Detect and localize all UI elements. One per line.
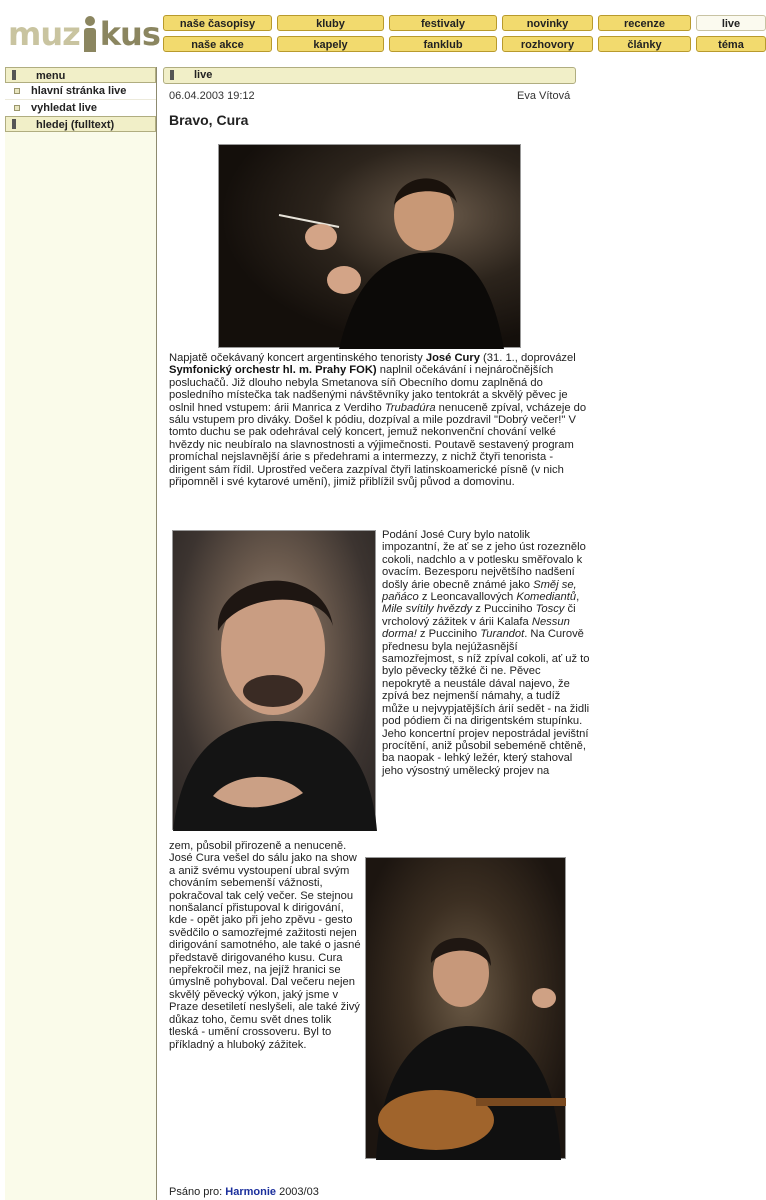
text-italic: Trubadúra <box>384 401 436 414</box>
site-logo[interactable] <box>8 14 160 54</box>
article-author: Eva Vítová <box>517 90 571 102</box>
section-label: live <box>194 69 213 81</box>
photo-singer-illustration <box>173 531 377 831</box>
photo-conductor <box>218 144 521 348</box>
nav-kapely[interactable]: kapely <box>277 36 384 52</box>
nav-kluby[interactable]: kluby <box>277 15 384 31</box>
bullet-icon <box>14 105 20 111</box>
text-italic: Turandot <box>480 628 525 641</box>
text-bold: Symfonický orchestr hl. m. Prahy FOK) <box>169 364 377 377</box>
menu-item-label: hlavní stránka live <box>31 85 127 97</box>
text: . Na Curově přednesu byla nejúžasnější samozřejmost, s níž zpíval cokoli, ať už to bylo pěvecky těžké či ne. Pěvec nepokrytě a neustále dával najevo, že zpívá bez nejmenší námahy, a tudíž může u nejvypjatějších árií sedět - na židli pod pódiem či na dirigentském stupínku. Jeho koncertní projev nepostrádal jevištní procítění, aniž působil sebeméně chtěně, ba naopak - lehký ležér, který stahoval jeho výsostný umělecký projev na <box>382 628 590 777</box>
logo-text-right: kus <box>99 15 160 53</box>
nav-nase-akce[interactable]: naše akce <box>163 36 272 52</box>
nav-tema[interactable]: téma <box>696 36 766 52</box>
bullet-icon <box>14 88 20 94</box>
logo-figure-icon <box>81 16 99 52</box>
menu-header-label: menu <box>36 70 66 82</box>
menu-item-hlavni-stranka-live[interactable] <box>5 83 156 99</box>
text-italic: Směj se, paňáco <box>382 578 577 604</box>
nav-live[interactable]: live <box>696 15 766 31</box>
text-italic: Komediantů <box>516 591 577 604</box>
menu-header <box>5 67 156 83</box>
photo-conductor-illustration <box>219 145 522 349</box>
source-link-harmonie[interactable]: Harmonie <box>225 1186 277 1198</box>
text-italic: Nessun dorma! <box>382 615 570 641</box>
nav-fanklub[interactable]: fanklub <box>389 36 497 52</box>
section-header <box>163 67 576 84</box>
nav-recenze[interactable]: recenze <box>598 15 691 31</box>
text-bold: José Cury <box>425 352 480 364</box>
nav-festivaly[interactable]: festivaly <box>389 15 497 31</box>
article-date: 06.04.2003 19:12 <box>169 90 255 102</box>
nav-novinky[interactable]: novinky <box>502 15 593 31</box>
text: z Pucciniho <box>416 628 481 641</box>
menu-item-label: vyhledat live <box>31 102 98 114</box>
logo-text-left: muz <box>8 15 80 53</box>
article-title: Bravo, Cura <box>169 112 249 128</box>
header-marker-icon <box>12 119 16 129</box>
text-italic: Mile svítily hvězdy <box>382 603 473 616</box>
article-source <box>169 1186 319 1198</box>
source-prefix: Psáno pro: <box>169 1186 226 1198</box>
photo-guitarist <box>365 857 566 1159</box>
nav-rozhovory[interactable]: rozhovory <box>502 36 593 52</box>
photo-singer-portrait <box>172 530 376 830</box>
text: , <box>576 591 580 604</box>
header-marker-icon <box>12 70 16 80</box>
search-header-label: hledej (fulltext) <box>36 119 115 131</box>
text: nenuceně zpíval, vcházeje do sálu vstupem pro diváky. Došel k pódiu, dozpíval a mile pozdravil "Dobrý večer!" V tomto duchu se pak odehrával celý koncert, jemuž nekonvenční chování velké hvězdy nic neubíralo na slavnostnosti a výjimečnosti. Poutavě sestavený program promíchal nejslavnější árie s předehrami a intermezzy, z nichž čtyři tenorista - dirigent sám řídil. Uprostřed večera zazpíval čtyři latinskoamerické písně (v nich připomněl i své kytarové umění), jimiž přiblížil svůj původ a domovinu. <box>169 401 587 489</box>
text: naplnil očekávání i nejnáročnějších posluchačů. Již dlouho nebyla Smetanova síň Obecního domu zaplněná do posledního místečka tak nadšenými návštěvníky jako tentokrát a skvělý pěvec je oslnil hned vstupem: árii Manrica z Verdiho <box>169 364 568 414</box>
photo-guitarist-illustration <box>366 858 567 1160</box>
text: z Leoncavallových <box>418 591 517 604</box>
article-paragraph-1 <box>169 352 589 488</box>
article-paragraph-2 <box>382 529 590 777</box>
fulltext-search-header[interactable] <box>5 116 156 132</box>
text: Napjatě očekávaný koncert argentinského tenoristy <box>169 352 426 364</box>
menu-item-vyhledat-live[interactable] <box>5 99 156 116</box>
text: z Pucciniho <box>472 603 536 616</box>
nav-nase-casopisy[interactable]: naše časopisy <box>163 15 272 31</box>
text: (31. 1., doprovázel <box>479 352 576 364</box>
text-italic: Toscy <box>535 603 565 616</box>
source-suffix: 2003/03 <box>276 1186 319 1198</box>
header-marker-icon <box>170 70 174 80</box>
nav-clanky[interactable]: články <box>598 36 691 52</box>
left-sidebar <box>5 67 157 1200</box>
article-paragraph-3: zem, působil přirozeně a nenuceně. José Cura vešel do sálu jako na show a aniž svému vystoupení ubral svým chováním sebemenší vážnosti, pokračoval tak celý večer. Se stejnou nonšalancí přistupoval k dirigování, kde - opět jako při jeho zpěvu - gesto svědčilo o samozřejmé zažitosti nejen dirigování samotného, ale také o jasné představě dirigovaného kusu. Cura nepřekročil mez, na jejíž hranici se úmyslně pohyboval. Dal večeru nejen skvělý pěvecký výkon, jaký jsme v Praze desetiletí neslyšeli, ale také živý důkaz toho, čemu svět dnes tolik tleská - umění crossoveru. Byl to příkladný a hluboký zážitek. <box>169 840 361 1051</box>
text: Podání José Cury bylo natolik impozantní, že ať se z jeho úst rozeznělo cokoli, nadchlo a v potlesku směřovalo k ovacím. Bezesporu největšího nadšení došly árie obecně známé jako <box>382 529 586 591</box>
text: či vrcholový zážitek v árii Kalafa <box>382 603 576 628</box>
